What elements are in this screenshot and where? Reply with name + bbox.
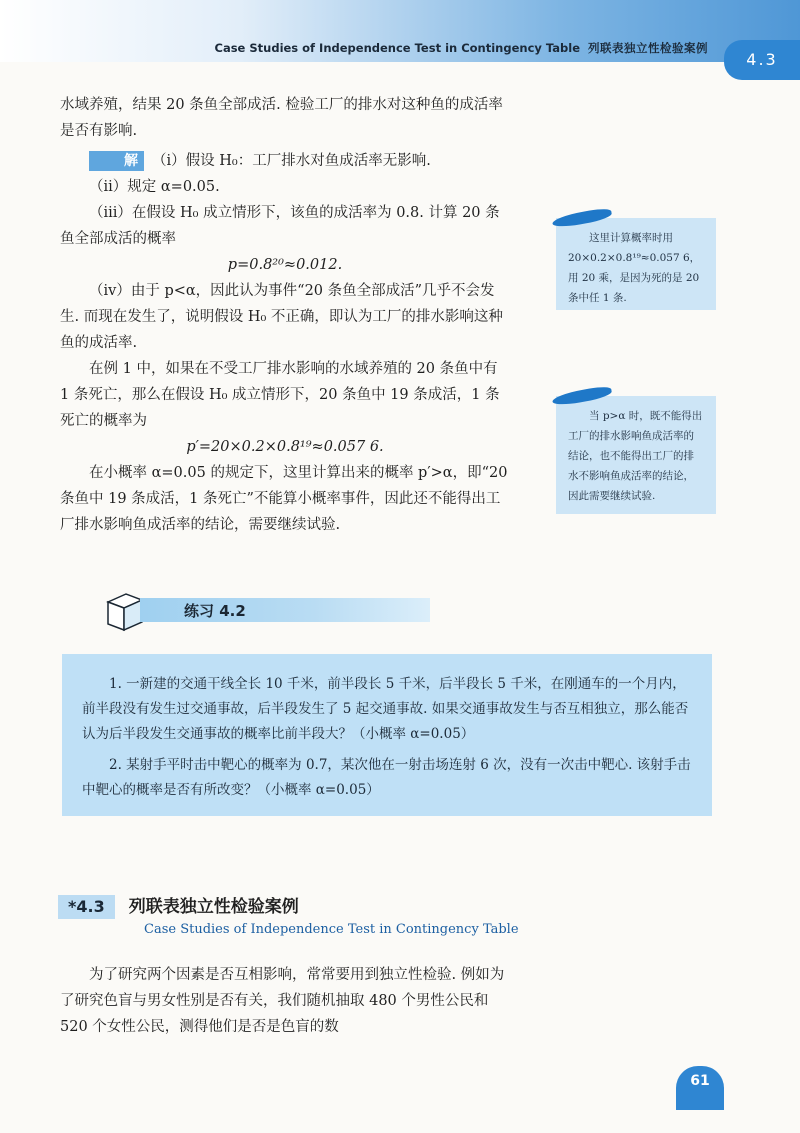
section-title: 列联表独立性检验案例 [128,897,299,917]
brush-mark-icon [551,385,612,407]
practice-question-2: 2. 某射手平时击中靶心的概率为 0.7，某次他在一射击场连射 6 次，没有一次击中靶心. 该射手击中靶心的概率是否有所改变？（小概率 α=0.05） [82,757,691,798]
solution-step-2: （ⅱ）规定 α=0.05. [89,179,220,195]
section-heading [58,892,299,919]
margin-note-1-text: 这里计算概率时用 20×0.2×0.8¹⁹≈0.057 6，用 20 乘，是因为死的是 20 条中任 1 条. [568,232,701,304]
section-tab: 4.3 [724,40,800,80]
section-number: *4.3 [58,895,115,919]
margin-note-2 [556,396,716,514]
paragraph-1: 水域养殖，结果 20 条鱼全部成活. 检验工厂的排水对这种鱼的成活率是否有影响. [60,97,503,139]
practice-title [102,588,702,630]
paragraph-3: 在小概率 α=0.05 的规定下，这里计算出来的概率 p′>α，即“20 条鱼中 19 条成活，1 条死亡”不能算小概率事件，因此还不能得出工厂排水影响鱼成活率的结论，需要继续试验. [60,465,508,533]
step-1-text: （ⅰ）假设 H₀：工厂排水对鱼成活率无影响. [152,153,431,169]
main-text [60,92,510,538]
section-intro: 为了研究两个因素是否互相影响，常常要用到独立性检验. 例如为了研究色盲与男女性别是否有关，我们随机抽取 480 个男性公民和 520 个女性公民，测得他们是否是色盲的数 [60,967,505,1035]
margin-note-1 [556,218,716,310]
practice-label: 练习 4.2 [184,602,246,620]
solution-label: 解 [89,151,144,171]
section-intro-block [60,962,510,1040]
margin-note-2-text: 当 p>α 时，既不能得出工厂的排水影响鱼成活率的结论，也不能得出工厂的排水不影响鱼成活率的结论，因此需要继续试验. [568,410,703,502]
brush-mark-icon [551,207,612,229]
running-header [215,40,708,56]
header-title-en: Case Studies of Independence Test in Contingency Table [214,41,580,55]
practice-question-1: 1. 一新建的交通干线全长 10 千米，前半段长 5 千米，后半段长 5 千米，在刚通车的一个月内，前半段没有发生过交通事故，后半段发生了 5 起交通事故. 如果交通事故发生与否互相独立，那么能否认为后半段发生交通事故的概率比前半段大？（小概率 α=0.05） [82,676,689,742]
paragraph-2: 在例 1 中，如果在不受工厂排水影响的水域养殖的 20 条鱼中有 1 条死亡，那么在假设 H₀ 成立情形下，20 条鱼中 19 条成活，1 条死亡的概率为 [60,361,500,429]
section-subtitle-en: Case Studies of Independence Test in Contingency Table [144,922,519,937]
equation-2: p′=20×0.2×0.8¹⁹≈0.057 6. [186,439,384,455]
equation-1: p=0.8²⁰≈0.012. [227,257,343,273]
solution-step-4: （ⅳ）由于 p<α，因此认为事件“20 条鱼全部成活”几乎不会发生. 而现在发生了，说明假设 H₀ 不正确，即认为工厂的排水影响这种鱼的成活率. [60,283,503,351]
practice-box [62,654,712,816]
solution-step-1 [60,148,510,174]
solution-step-3: （ⅲ）在假设 H₀ 成立情形下，该鱼的成活率为 0.8. 计算 20 条鱼全部成活的概率 [60,205,500,247]
page-number: 61 [676,1066,724,1110]
header-title-cn: 列联表独立性检验案例 [588,41,708,55]
